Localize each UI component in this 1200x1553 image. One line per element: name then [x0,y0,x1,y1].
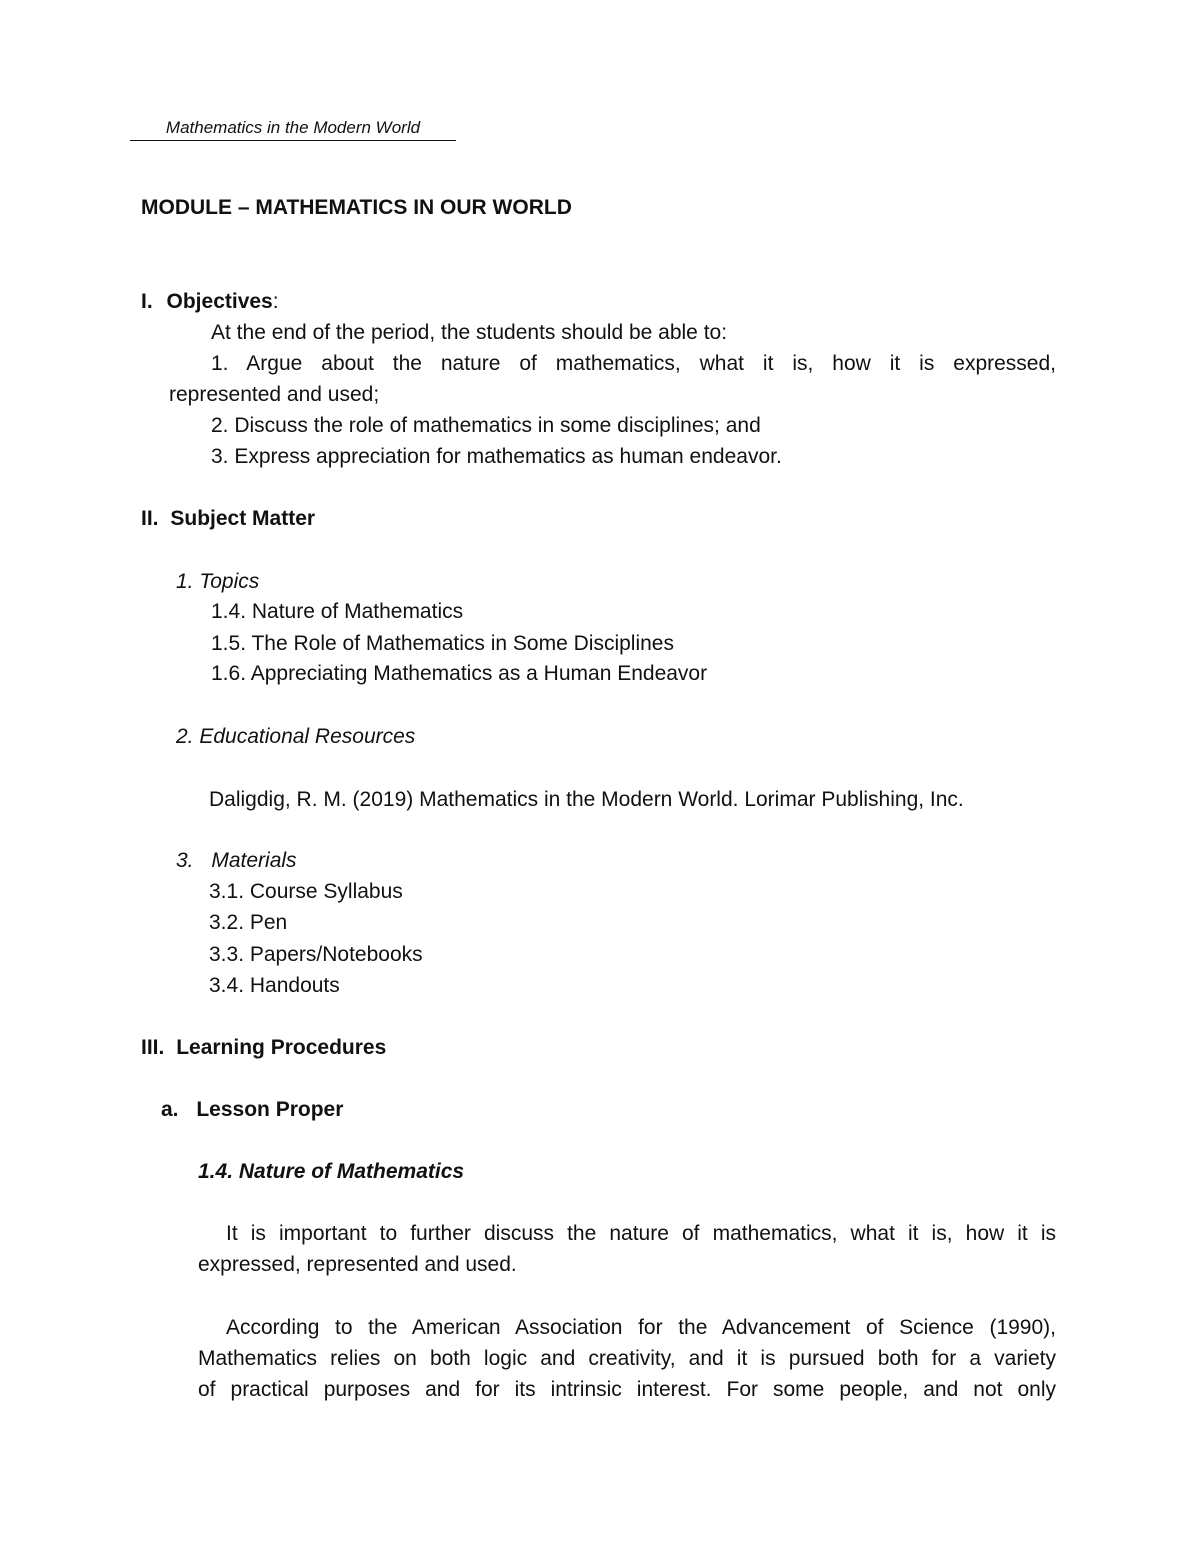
subject-numeral: II. [141,507,159,530]
topic-item: 1.5. The Role of Mathematics in Some Disciplines [211,632,674,655]
objective-item-1-line-2: represented and used; [169,383,380,406]
materials-heading [176,849,297,873]
module-title: MODULE – MATHEMATICS IN OUR WORLD [141,196,572,219]
subject-heading [141,507,315,531]
materials-heading-text: Materials [211,849,297,872]
resource-citation: Daligdig, R. M. (2019) Mathematics in the Modern World. Lorimar Publishing, Inc. [209,788,964,811]
subject-heading-text: Subject Matter [170,507,316,530]
paragraph-2-line-2: Mathematics relies on both logic and creativity, and it is pursued both for a variety [198,1347,1056,1370]
objectives-intro: At the end of the period, the students should be able to: [211,321,728,344]
material-item: 3.4. Handouts [209,974,340,997]
objectives-heading [141,290,279,314]
material-item: 3.2. Pen [209,911,288,934]
paragraph-2-line-3: of practical purposes and for its intrinsic interest. For some people, and not only [198,1378,1056,1401]
material-item: 3.1. Course Syllabus [209,880,403,903]
paragraph-1-line-2: expressed, represented and used. [198,1253,517,1276]
paragraph-2-line-1: According to the American Association for the Advancement of Science (1990), [226,1316,1056,1339]
materials-number: 3. [176,849,194,872]
lesson-proper-letter: a. [161,1098,179,1121]
objectives-colon: : [272,290,279,313]
objective-item-2: 2. Discuss the role of mathematics in some disciplines; and [211,414,761,437]
section-title: 1.4. Nature of Mathematics [198,1160,465,1183]
topic-item: 1.4. Nature of Mathematics [211,600,464,623]
procedures-numeral: III. [141,1036,165,1059]
objectives-heading-text: Objectives [166,290,273,313]
topic-item: 1.6. Appreciating Mathematics as a Human Endeavor [211,662,708,685]
material-item: 3.3. Papers/Notebooks [209,943,423,966]
resources-heading: 2. Educational Resources [176,725,416,748]
lesson-proper-text: Lesson Proper [196,1098,344,1121]
running-header: Mathematics in the Modern World [130,118,456,141]
procedures-heading-text: Learning Procedures [176,1036,387,1059]
procedures-heading [141,1036,386,1060]
lesson-proper-heading [161,1098,343,1122]
objectives-numeral: I. [141,290,153,313]
topics-heading: 1. Topics [176,570,260,593]
objective-item-3: 3. Express appreciation for mathematics as human endeavor. [211,445,782,468]
objective-item-1-line-1: 1. Argue about the nature of mathematics, what it is, how it is expressed, [211,352,1056,375]
paragraph-1-line-1: It is important to further discuss the nature of mathematics, what it is, how it is [226,1222,1056,1245]
